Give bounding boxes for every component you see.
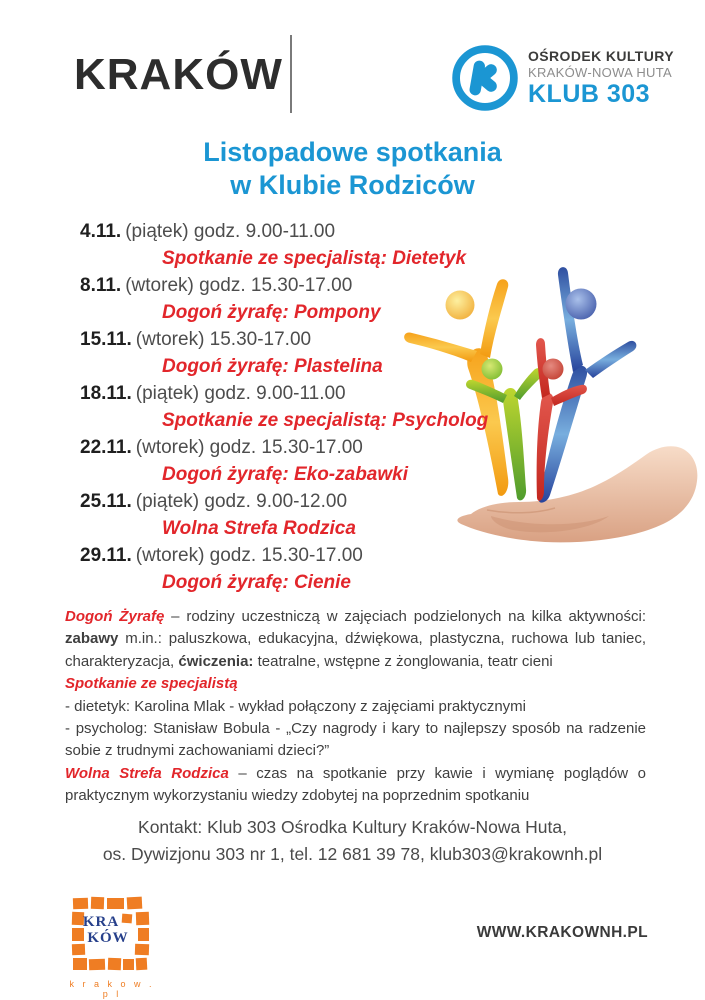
page-title-line1: Listopadowe spotkania	[203, 137, 502, 167]
specialist-item-psychologist: - psycholog: Stanisław Bobula - „Czy nagrody i kary to najlepszy sposób na radzenie sobie z trudnymi zachowaniami dzieci?”	[65, 720, 646, 760]
krakow-pl-label: k r a k o w . p l	[69, 979, 155, 999]
event-time: (wtorek) godz. 15.30-17.00	[125, 275, 353, 296]
event-title: Wolna Strefa Rodzica	[162, 518, 356, 539]
schedule-item	[80, 326, 520, 380]
page-title	[0, 136, 705, 202]
krakow-mosaic-icon	[70, 896, 154, 972]
event-date: 22.11.	[80, 437, 132, 458]
specialist-heading: Spotkanie ze specjalistą	[65, 675, 238, 693]
krakow-mosaic-logo	[68, 896, 156, 999]
event-time: (wtorek) godz. 15.30-17.00	[135, 437, 363, 458]
event-date: 25.11.	[80, 491, 132, 512]
klub303-line2: KRAKÓW-NOWA HUTA	[528, 65, 672, 80]
event-date: 4.11.	[80, 221, 122, 242]
schedule-item	[80, 272, 520, 326]
schedule-item	[80, 542, 520, 596]
svg-text:KRA: KRA	[82, 914, 120, 930]
klub303-line3: KLUB 303	[528, 80, 651, 108]
klub303-logo-text	[528, 49, 674, 107]
event-title: Dogoń żyrafę: Plastelina	[162, 356, 383, 377]
contact-line1: Kontakt: Klub 303 Ośrodka Kultury Kraków-Nowa Huta,	[138, 817, 567, 837]
schedule-list	[80, 218, 520, 596]
contact-line2: os. Dywizjonu 303 nr 1, tel. 12 681 39 78, klub303@krakownh.pl	[102, 844, 603, 864]
schedule-item	[80, 218, 520, 272]
event-time: (wtorek) godz. 15.30-17.00	[135, 545, 363, 566]
event-title: Spotkanie ze specjalistą: Psycholog	[162, 410, 489, 431]
blue-figure-icon	[539, 267, 637, 502]
klub303-line1: OŚRODEK KULTURY	[528, 48, 674, 64]
page-title-line2: w Klubie Rodziców	[230, 170, 475, 200]
event-time: (piątek) godz. 9.00-12.00	[135, 491, 348, 512]
free-zone-lead: Wolna Strefa Rodzica	[65, 764, 229, 782]
schedule-item	[80, 434, 520, 488]
event-date: 29.11.	[80, 545, 132, 566]
event-title: Dogoń żyrafę: Cienie	[162, 572, 351, 593]
krakow-wordmark: KRAKÓW	[74, 50, 283, 99]
giraffe-bold-2: ćwiczenia:	[178, 652, 254, 670]
giraffe-text-1: – rodziny uczestniczą w zajęciach podzielonych na kilka aktywności:	[164, 608, 646, 625]
event-time: (wtorek) 15.30-17.00	[135, 329, 312, 350]
event-title: Dogoń żyrafę: Pompony	[162, 302, 381, 323]
free-zone-text: – czas na spotkanie przy kawie i wymianę poglądów o praktycznym wykorzystaniu wiedzy zdobytej na poprzednim spotkaniu	[65, 764, 646, 805]
schedule-item	[80, 380, 520, 434]
specialist-item-dietician: - dietetyk: Karolina Mlak - wykład połączony z zajęciami praktycznymi	[65, 697, 526, 715]
description-section	[65, 606, 646, 808]
giraffe-bold-1: zabawy	[65, 630, 119, 648]
event-time: (piątek) godz. 9.00-11.00	[125, 221, 336, 242]
k-circle-icon	[452, 45, 518, 111]
event-title: Dogoń żyrafę: Eko-zabawki	[162, 464, 408, 485]
event-date: 15.11.	[80, 329, 132, 350]
svg-text:KÓW: KÓW	[87, 930, 129, 946]
event-date: 8.11.	[80, 275, 122, 296]
giraffe-text-3: teatralne, wstępne z żonglowania, teatr cieni	[253, 652, 553, 670]
event-time: (piątek) godz. 9.00-11.00	[135, 383, 346, 404]
website-label: WWW.KRAKOWNH.PL	[476, 924, 648, 941]
event-title: Spotkanie ze specjalistą: Dietetyk	[162, 248, 467, 269]
contact-block	[0, 814, 705, 868]
schedule-item	[80, 488, 520, 542]
giraffe-lead: Dogoń Żyrafę	[65, 608, 165, 625]
free-zone-description	[65, 763, 646, 808]
event-date: 18.11.	[80, 383, 132, 404]
header-divider	[290, 35, 292, 113]
klub303-logo	[452, 45, 674, 111]
giraffe-text-2: m.in.: paluszkowa, edukacyjna, dźwiękowa, plastyczna, ruchowa lub taniec, charakteryzacja,	[65, 630, 646, 670]
giraffe-description	[65, 606, 646, 673]
